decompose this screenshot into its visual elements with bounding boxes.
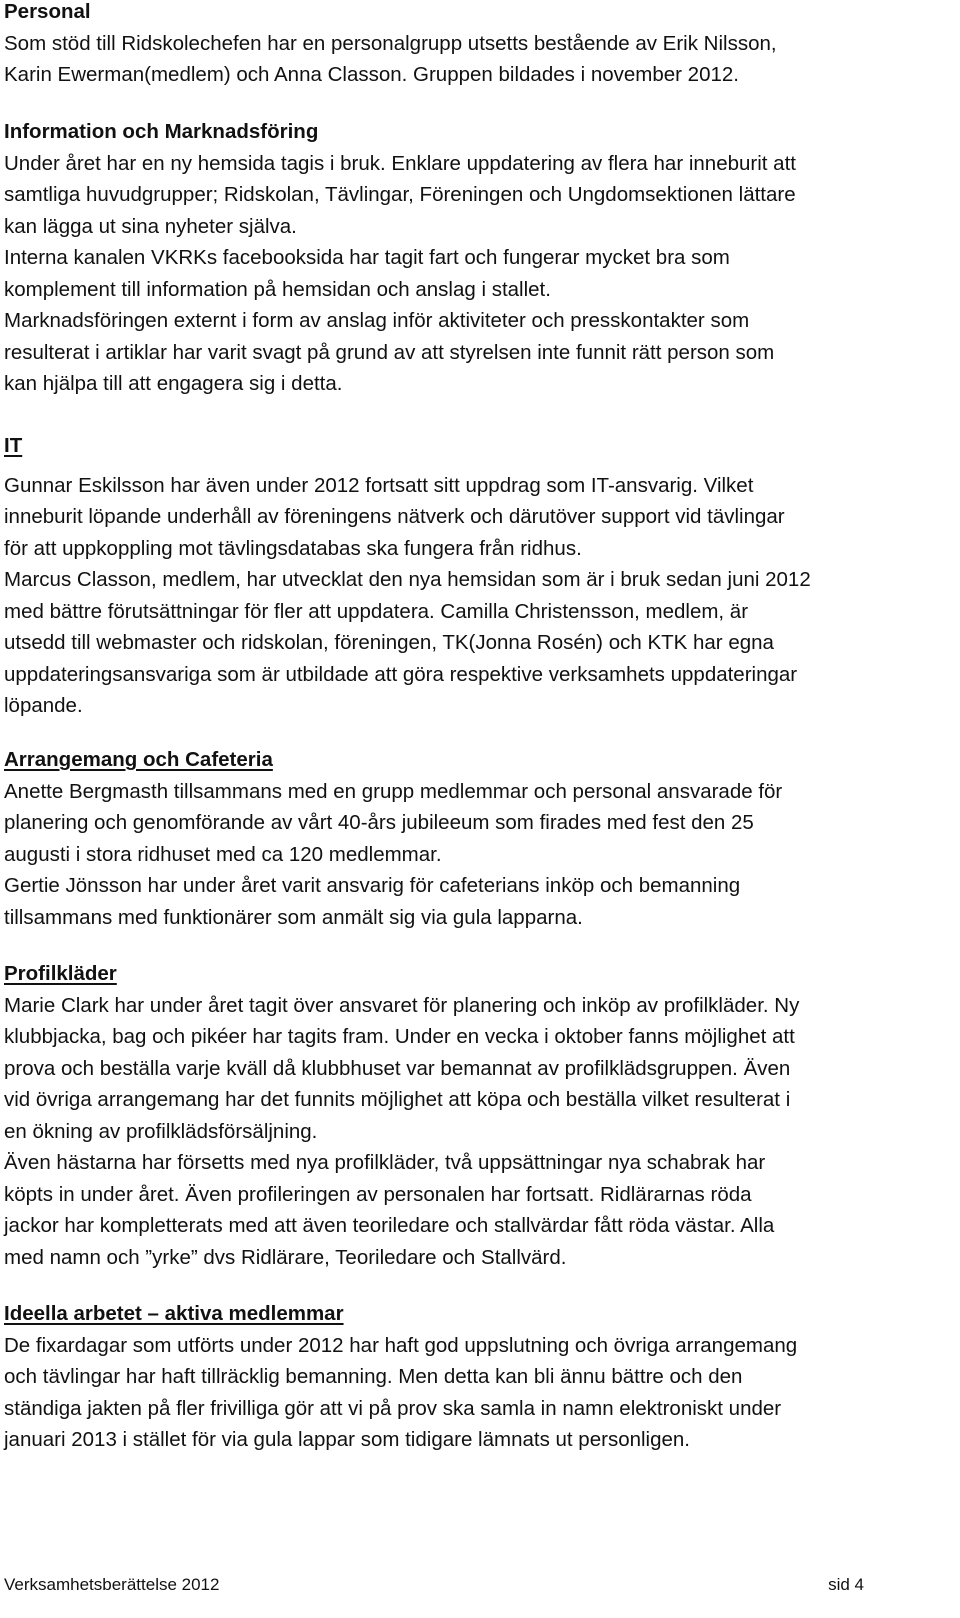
- text-line: med namn och ”yrke” dvs Ridlärare, Teoriledare och Stallvärd.: [4, 1245, 567, 1269]
- text-line: köpts in under året. Även profileringen av personalen har fortsatt. Ridlärarnas röda: [4, 1182, 752, 1206]
- text-line: resulterat i artiklar har varit svagt på grund av att styrelsen inte funnit rätt person som: [4, 340, 775, 364]
- text-line: prova och beställa varje kväll då klubbhuset var bemannat av profilklädsgruppen. Även: [4, 1056, 791, 1080]
- text-line: för att uppkoppling mot tävlingsdatabas ska fungera från ridhus.: [4, 536, 582, 560]
- text-line: samtliga huvudgrupper; Ridskolan, Tävlingar, Föreningen och Ungdomsektionen lättare: [4, 183, 796, 206]
- text-line: med bättre förutsättningar för fler att uppdatera. Camilla Christensson, medlem, är: [4, 599, 749, 623]
- page-number: sid 4: [828, 1575, 864, 1594]
- text-line: januari 2013 i stället för via gula lappar som tidigare lämnats ut personligen.: [4, 1428, 690, 1451]
- text-line: kan hjälpa till att engagera sig i detta.: [4, 372, 343, 395]
- text-line: Anette Bergmasth tillsammans med en grupp medlemmar och personal ansvarade för: [4, 779, 783, 803]
- text-line: Marie Clark har under året tagit över ansvaret för planering och inköp av profilkläder. Ny: [4, 993, 800, 1017]
- text-line: Karin Ewerman(medlem) och Anna Classon. Gruppen bildades i november 2012.: [4, 63, 739, 86]
- text-line: augusti i stora ridhuset med ca 120 medlemmar.: [4, 842, 442, 866]
- section-information: [4, 116, 796, 400]
- text-line: ständiga jakten på fler frivilliga gör att vi på prov ska samla in namn elektroniskt under: [4, 1396, 782, 1420]
- text-line: vid övriga arrangemang har det funnits möjlighet att köpa och beställa vilket resulterat i: [4, 1088, 791, 1111]
- section-body: [4, 148, 796, 400]
- text-line: tillsammans med funktionärer som anmält sig via gula lapparna.: [4, 905, 583, 929]
- text-line: utsedd till webmaster och ridskolan, föreningen, TK(Jonna Rosén) och KTK har egna: [4, 631, 774, 654]
- text-line: Under året har en ny hemsida tagis i bruk. Enklare uppdatering av flera har inneburit att: [4, 151, 796, 175]
- footer-title: Verksamhetsberättelse 2012: [4, 1575, 220, 1594]
- section-profilklader: [4, 958, 799, 1273]
- text-line: komplement till information på hemsidan och anslag i stallet.: [4, 277, 551, 301]
- section-heading: IT: [4, 434, 23, 457]
- section-body: [4, 470, 811, 722]
- section-personal: [4, 0, 777, 91]
- text-line: Gertie Jönsson har under året varit ansvarig för cafeterians inköp och bemanning: [4, 874, 741, 897]
- text-line: Som stöd till Ridskolechefen har en personalgrupp utsetts bestående av Erik Nilsson,: [4, 31, 777, 55]
- text-line: uppdateringsansvariga som är utbildade att göra respektive verksamhets uppdateringar: [4, 662, 798, 686]
- section-it: [4, 430, 811, 722]
- text-line: Även hästarna har försetts med nya profilkläder, två uppsättningar nya schabrak har: [4, 1151, 766, 1174]
- text-line: Marcus Classon, medlem, har utvecklat den nya hemsidan som är i bruk sedan juni 2012: [4, 568, 811, 591]
- text-line: kan lägga ut sina nyheter själva.: [4, 214, 297, 238]
- section-arrangemang: [4, 744, 782, 933]
- text-line: planering och genomförande av vårt 40-års jubileeum som firades med fest den 25: [4, 811, 754, 834]
- text-line: och tävlingar har haft tillräcklig bemanning. Men detta kan bli ännu bättre och den: [4, 1365, 743, 1388]
- text-line: en ökning av profilklädsförsäljning.: [4, 1119, 318, 1143]
- section-heading: Ideella arbetet – aktiva medlemmar: [4, 1302, 344, 1325]
- text-line: Marknadsföringen externt i form av anslag inför aktiviteter och presskontakter som: [4, 309, 750, 332]
- section-body: [4, 990, 799, 1274]
- text-line: jackor har kompletterats med att även teoriledare och stallvärdar fått röda västar. Alla: [4, 1214, 775, 1237]
- text-line: Interna kanalen VKRKs facebooksida har tagit fart och fungerar mycket bra som: [4, 246, 730, 269]
- text-line: Gunnar Eskilsson har även under 2012 fortsatt sitt uppdrag som IT-ansvarig. Vilket: [4, 473, 754, 497]
- text-line: De fixardagar som utförts under 2012 har haft god uppslutning och övriga arrangemang: [4, 1333, 798, 1357]
- section-heading: Profilkläder: [4, 962, 117, 985]
- section-body: [4, 28, 777, 91]
- section-heading: Personal: [4, 0, 91, 23]
- section-body: [4, 1330, 797, 1456]
- section-body: [4, 776, 782, 934]
- section-heading: Information och Marknadsföring: [4, 120, 319, 143]
- text-line: klubbjacka, bag och pikéer har tagits fram. Under en vecka i oktober fanns möjlighet att: [4, 1025, 795, 1048]
- section-heading: Arrangemang och Cafeteria: [4, 748, 273, 771]
- text-line: inneburit löpande underhåll av föreningens nätverk och därutöver support vid tävlingar: [4, 505, 785, 528]
- section-ideella: [4, 1298, 797, 1456]
- text-line: löpande.: [4, 694, 83, 717]
